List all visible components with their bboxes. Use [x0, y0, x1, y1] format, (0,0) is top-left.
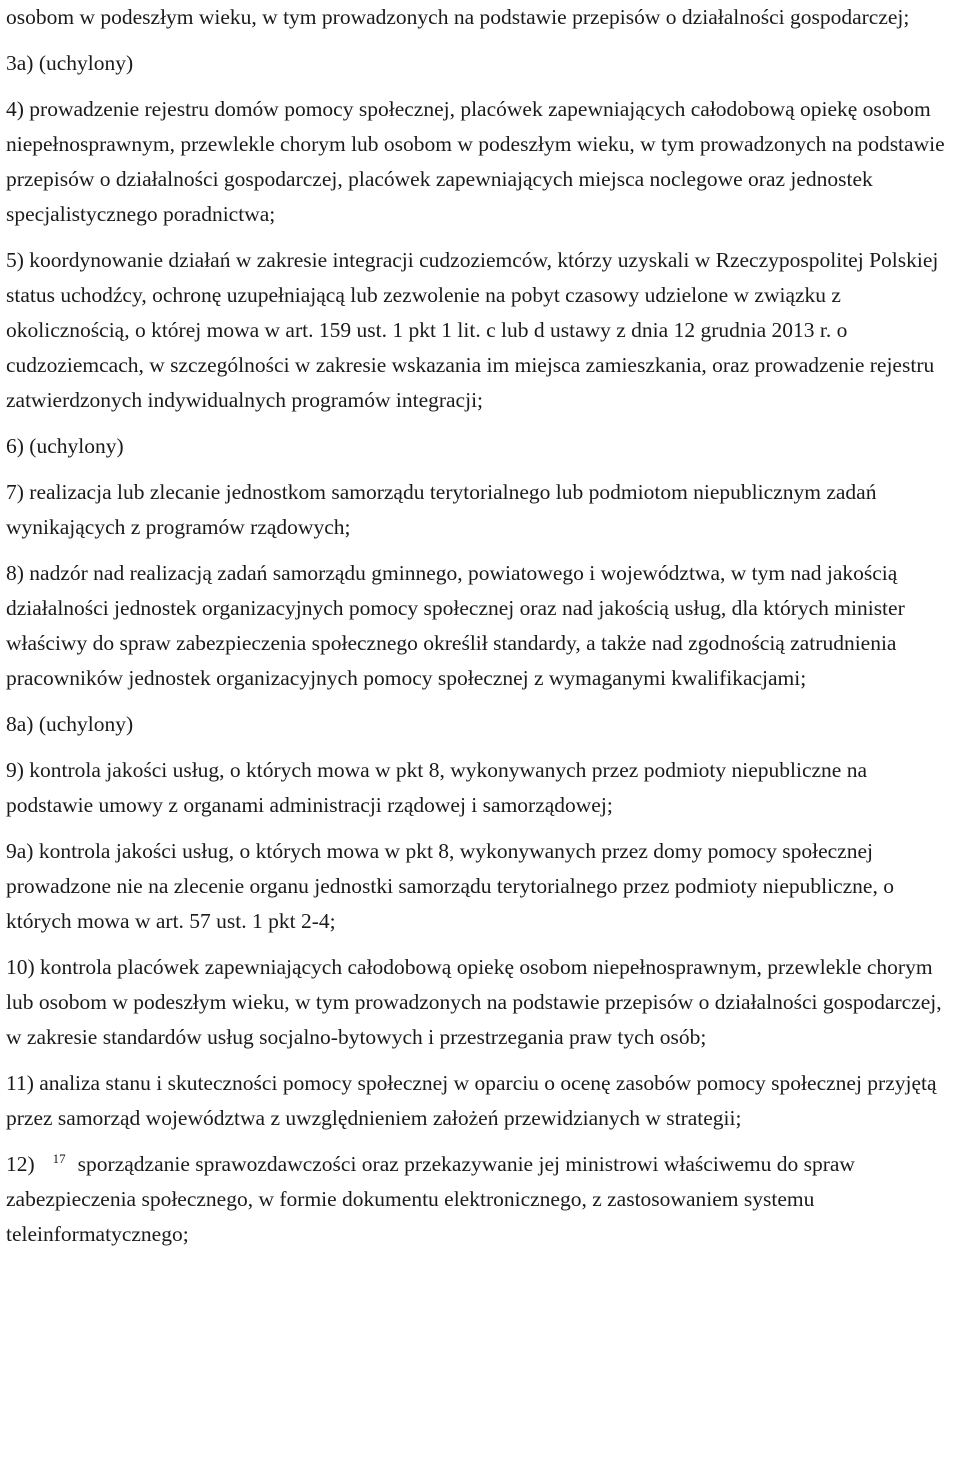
paragraph-7: 7) realizacja lub zlecanie jednostkom samorządu terytorialnego lub podmiotom niepublicznym zadań wynikających z programów rządowych;	[6, 480, 877, 539]
paragraph-11: 11) analiza stanu i skuteczności pomocy społecznej w oparciu o ocenę zasobów pomocy społecznej przyjętą przez samorząd województwa z uwzględnieniem założeń przewidzianych w strategii;	[6, 1071, 937, 1130]
paragraph-12	[6, 1147, 956, 1252]
paragraph-6: 6) (uchylony)	[6, 434, 124, 458]
footnote-marker: 17	[52, 1150, 66, 1166]
paragraph-12-number: 12)	[6, 1152, 35, 1176]
paragraph-9a: 9a) kontrola jakości usług, o których mowa w pkt 8, wykonywanych przez domy pomocy społecznej prowadzone nie na zlecenie organu jednostki samorządu terytorialnego przez podmioty niepubliczne, o których mowa w art. 57 ust. 1 pkt 2-4;	[6, 839, 894, 933]
document-page	[6, 0, 956, 1252]
paragraph-3a: 3a) (uchylony)	[6, 51, 134, 75]
paragraph-continuation: osobom w podeszłym wieku, w tym prowadzonych na podstawie przepisów o działalności gospodarczej;	[6, 5, 910, 29]
paragraph-8: 8) nadzór nad realizacją zadań samorządu gminnego, powiatowego i województwa, w tym nad jakością działalności jednostek organizacyjnych pomocy społecznej oraz nad jakością usług, dla których minister właściwy do spraw zabezpieczenia społecznego określił standardy, a także nad zgodnością zatrudnienia pracowników jednostek organizacyjnych pomocy społecznej z wymaganymi kwalifikacjami;	[6, 561, 905, 690]
paragraph-10: 10) kontrola placówek zapewniających całodobową opiekę osobom niepełnosprawnym, przewlekle chorym lub osobom w podeszłym wieku, w tym prowadzonych na podstawie przepisów o działalności gospodarczej, w zakresie standardów usług socjalno-bytowych i przestrzegania praw tych osób;	[6, 955, 942, 1049]
paragraph-8a: 8a) (uchylony)	[6, 712, 134, 736]
paragraph-9: 9) kontrola jakości usług, o których mowa w pkt 8, wykonywanych przez podmioty niepubliczne na podstawie umowy z organami administracji rządowej i samorządowej;	[6, 758, 867, 817]
paragraph-12-text: sporządzanie sprawozdawczości oraz przekazywanie jej ministrowi właściwemu do spraw zabezpieczenia społecznego, w formie dokumentu elektronicznego, z zastosowaniem systemu teleinformatycznego;	[6, 1152, 855, 1246]
paragraph-5: 5) koordynowanie działań w zakresie integracji cudzoziemców, którzy uzyskali w Rzeczypospolitej Polskiej status uchodźcy, ochronę uzupełniającą lub zezwolenie na pobyt czasowy udzielone w związku z okolicznością, o której mowa w art. 159 ust. 1 pkt 1 lit. c lub d ustawy z dnia 12 grudnia 2013 r. o cudzoziemcach, w szczególności w zakresie wskazania im miejsca zamieszkania, oraz prowadzenie rejestru zatwierdzonych indywidualnych programów integracji;	[6, 248, 939, 412]
paragraph-4: 4) prowadzenie rejestru domów pomocy społecznej, placówek zapewniających całodobową opiekę osobom niepełnosprawnym, przewlekle chorym lub osobom w podeszłym wieku, w tym prowadzonych na podstawie przepisów o działalności gospodarczej, placówek zapewniających miejsca noclegowe oraz jednostek specjalistycznego poradnictwa;	[6, 97, 945, 226]
